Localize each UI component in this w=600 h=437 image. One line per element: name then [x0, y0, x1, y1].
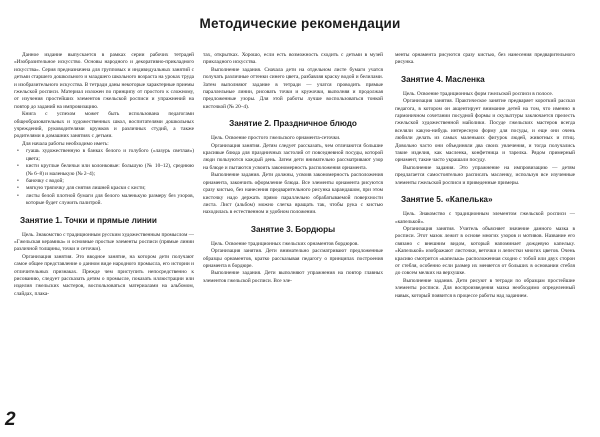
paragraph: Организация занятия. Дети внимательно рассматривают предложенные образцы орнаментов, кратко рассказывая педагогу о принципах построения орнамента в бордюре. — [203, 248, 383, 269]
paragraph: Цель. Знакомство с традиционным русским художественным промыслом — «Гжельская керамика» и основные простые элементы росписи (прямые линии различной толщины, точки и сеточки). — [14, 231, 194, 253]
lesson-2-heading: Занятие 2. Праздничное блюдо — [229, 119, 357, 129]
text-column-right — [395, 0, 575, 418]
lesson-3-heading: Занятие 3. Бордюры — [250, 224, 336, 234]
paragraph: Организация занятия. Учитель объясняет значение данного мазка в росписи. Этот мазок лежит в основе многих узоров и мотивов. Название его связано с внешним видом, который напоминает дождевую капельку. «Капелькой» изображают листочки, веточки и лепестки многих цветов. Очень красиво смотрится «капелька» расположенная сходно с тобой или двух сторон от стебля, особенно если размер их меняется от больших в основании стебля до совсем мелких на верхушке. — [395, 225, 575, 277]
paragraph: Цель. Освоение традиционных форм гжельской росписи в полосе. — [403, 90, 554, 97]
list-item: • мягкую тряпочку для снятия лишней краски с кисти; — [23, 185, 194, 192]
paragraph: Выполнение задания. Это упражнение на импровизацию — детям предлагается самостоятельно расписать масленку, используя все изученные элементы гжельской росписи и приведенные примеры. — [395, 164, 575, 186]
paragraph: тах, открытках. Хорошо, если есть возможность сходить с детьми в музей прикладного искусства. — [203, 52, 383, 66]
paragraph: Книга с успехом может быть использована педагогами общеобразовательных и художественных школ, воспитателями дошкольных учреждений, руководителями кружков и различных студий, а также родителями в домашних занятиях с детьми. — [14, 111, 194, 140]
paragraph: Для начала работы необходимо иметь: — [22, 140, 109, 147]
paragraph: Выполнение задания. Сначала дети на отдельном листе бумаги учатся получать различные оттенки синего цвета, разбавляя краску водой и белилами. Затем выполняют задание в тетради — учатся проводить прямые параллельные линии, рисовать точки и кружочки, выполняя и продолжая предложенные узоры. Для этой работы лучше воспользоваться тонкой кисточкой (№ 20–4). — [203, 66, 383, 110]
paragraph: Организация занятия. Это вводное занятие, на котором дети получают самое общее представление о данном виде народного промысла, его истории и отличительных признаках. Прежде чем приступить непосредственно к рисованию, следует рассказать детям о промысле, показать иллюстрации или изделия гжельских мастеров, воспользоваться материалами на альбомом, слайдах, плака- — [14, 253, 194, 297]
list-item: • гуашь художественную в банках белого и голубого («лазурь светлая») цвета; — [23, 148, 194, 163]
list-item: • баночку с водой; — [23, 178, 194, 185]
paragraph: Выполнение задания. Дети должны, усвоив закономерность расположения орнамента, закончить оформление блюда. Все элементы орнамента рисуются сразу кистью, без нанесения предварительного рисунка карандашом, при этом кисточку надо держать прямо параллельно обрабатываемой поверхности листа. Лист (альбом) можно слегка вращать так, чтобы рука с кистью находилась в естественном и удобном положении. — [203, 172, 383, 216]
paragraph: Цель. Освоение традиционных гжельских орнаментов бордюров. — [211, 240, 359, 247]
paragraph: Данное издание выпускается в рамках серии рабочих тетрадей «Изобразительное искусство. Основы народного и декоративно-прикладного искусства». Серия предназначена для групповых и индивидуальных занятий с детьми старшего дошкольного и младшего школьного возраста на уроках труда и изобразительного искусства. В тетради даны некоторые характерные приемы гжельской росписи. Материал изложен по принципу от простого к сложному, от изучения простейших элементов гжельской росписи и упражнений на повтор до заданий на импровизацию. — [14, 52, 194, 110]
lesson-1-heading: Занятие 1. Точки и прямые линии — [20, 215, 157, 225]
paragraph: менты орнамента рисуются сразу кистью, без нанесения предварительного рисунка. — [395, 52, 575, 66]
list-item: • кисти круглые беличьи или колонковые: большую (№ 10–12), среднюю (№ 6–8) и маленькую (№ 2–4); — [23, 163, 194, 178]
paragraph: Выполнение задания. Дети выполняют упражнения на повтор главных элементов гжельской росписи. Все эле- — [203, 270, 383, 284]
page-number: 2 — [5, 409, 16, 430]
paragraph: Организация занятия. Детям следует рассказать, чем отличаются большие красивые блюда для праздничных застолий от повседневной посуды, которой люди пользуются каждый день. Затем дети внимательно рассматривают узор на блюде и пытаются усвоить закономерность расположения орнамента. — [203, 142, 383, 171]
page-title: Методические рекомендации — [199, 16, 401, 31]
paragraph: Организация занятия. Практическое занятие предваряет короткий рассказ педагога, в котором он акцентирует внимание детей на том, что именно в гармоничном сочетании посудной формы и скульптуры заключается прелесть гжельской художественной майолики. Посуде гжельских мастеров всегда вселяли какую-нибудь интересную форму для посуды, и еще они очень любили делать из самых маленьких фигурок людей, животных и птиц. Довольно часто они объединяли два своих увлечения, и тогда получались такие изделия, как масленка, конфетница и тарелка. Рядом примерный орнамент, такие часто украшали посуду. — [395, 98, 575, 164]
paragraph: Выполнение задания. Дети рисуют в тетради по образцам простейшие элементы росписи. Для воспроизведения мазка необходимо определенный навык, который появится в процессе работы над заданием. — [395, 277, 575, 299]
text-column-left — [14, 52, 194, 417]
paragraph: Цель. Освоение простого гжельского орнамента-сеточки. — [211, 135, 341, 142]
lesson-4-heading: Занятие 4. Масленка — [401, 74, 485, 84]
lesson-5-heading: Занятие 5. «Капелька» — [401, 195, 493, 205]
paragraph: Цель. Знакомство с традиционным элементом гжельской росписи — «капелькой». — [395, 211, 575, 225]
text-column-middle — [203, 0, 383, 418]
materials-list — [14, 148, 194, 207]
list-item: • листы белой плотной бумаги для белого маленькую размеру без узоров, которые будет служить палитрой. — [23, 193, 194, 208]
